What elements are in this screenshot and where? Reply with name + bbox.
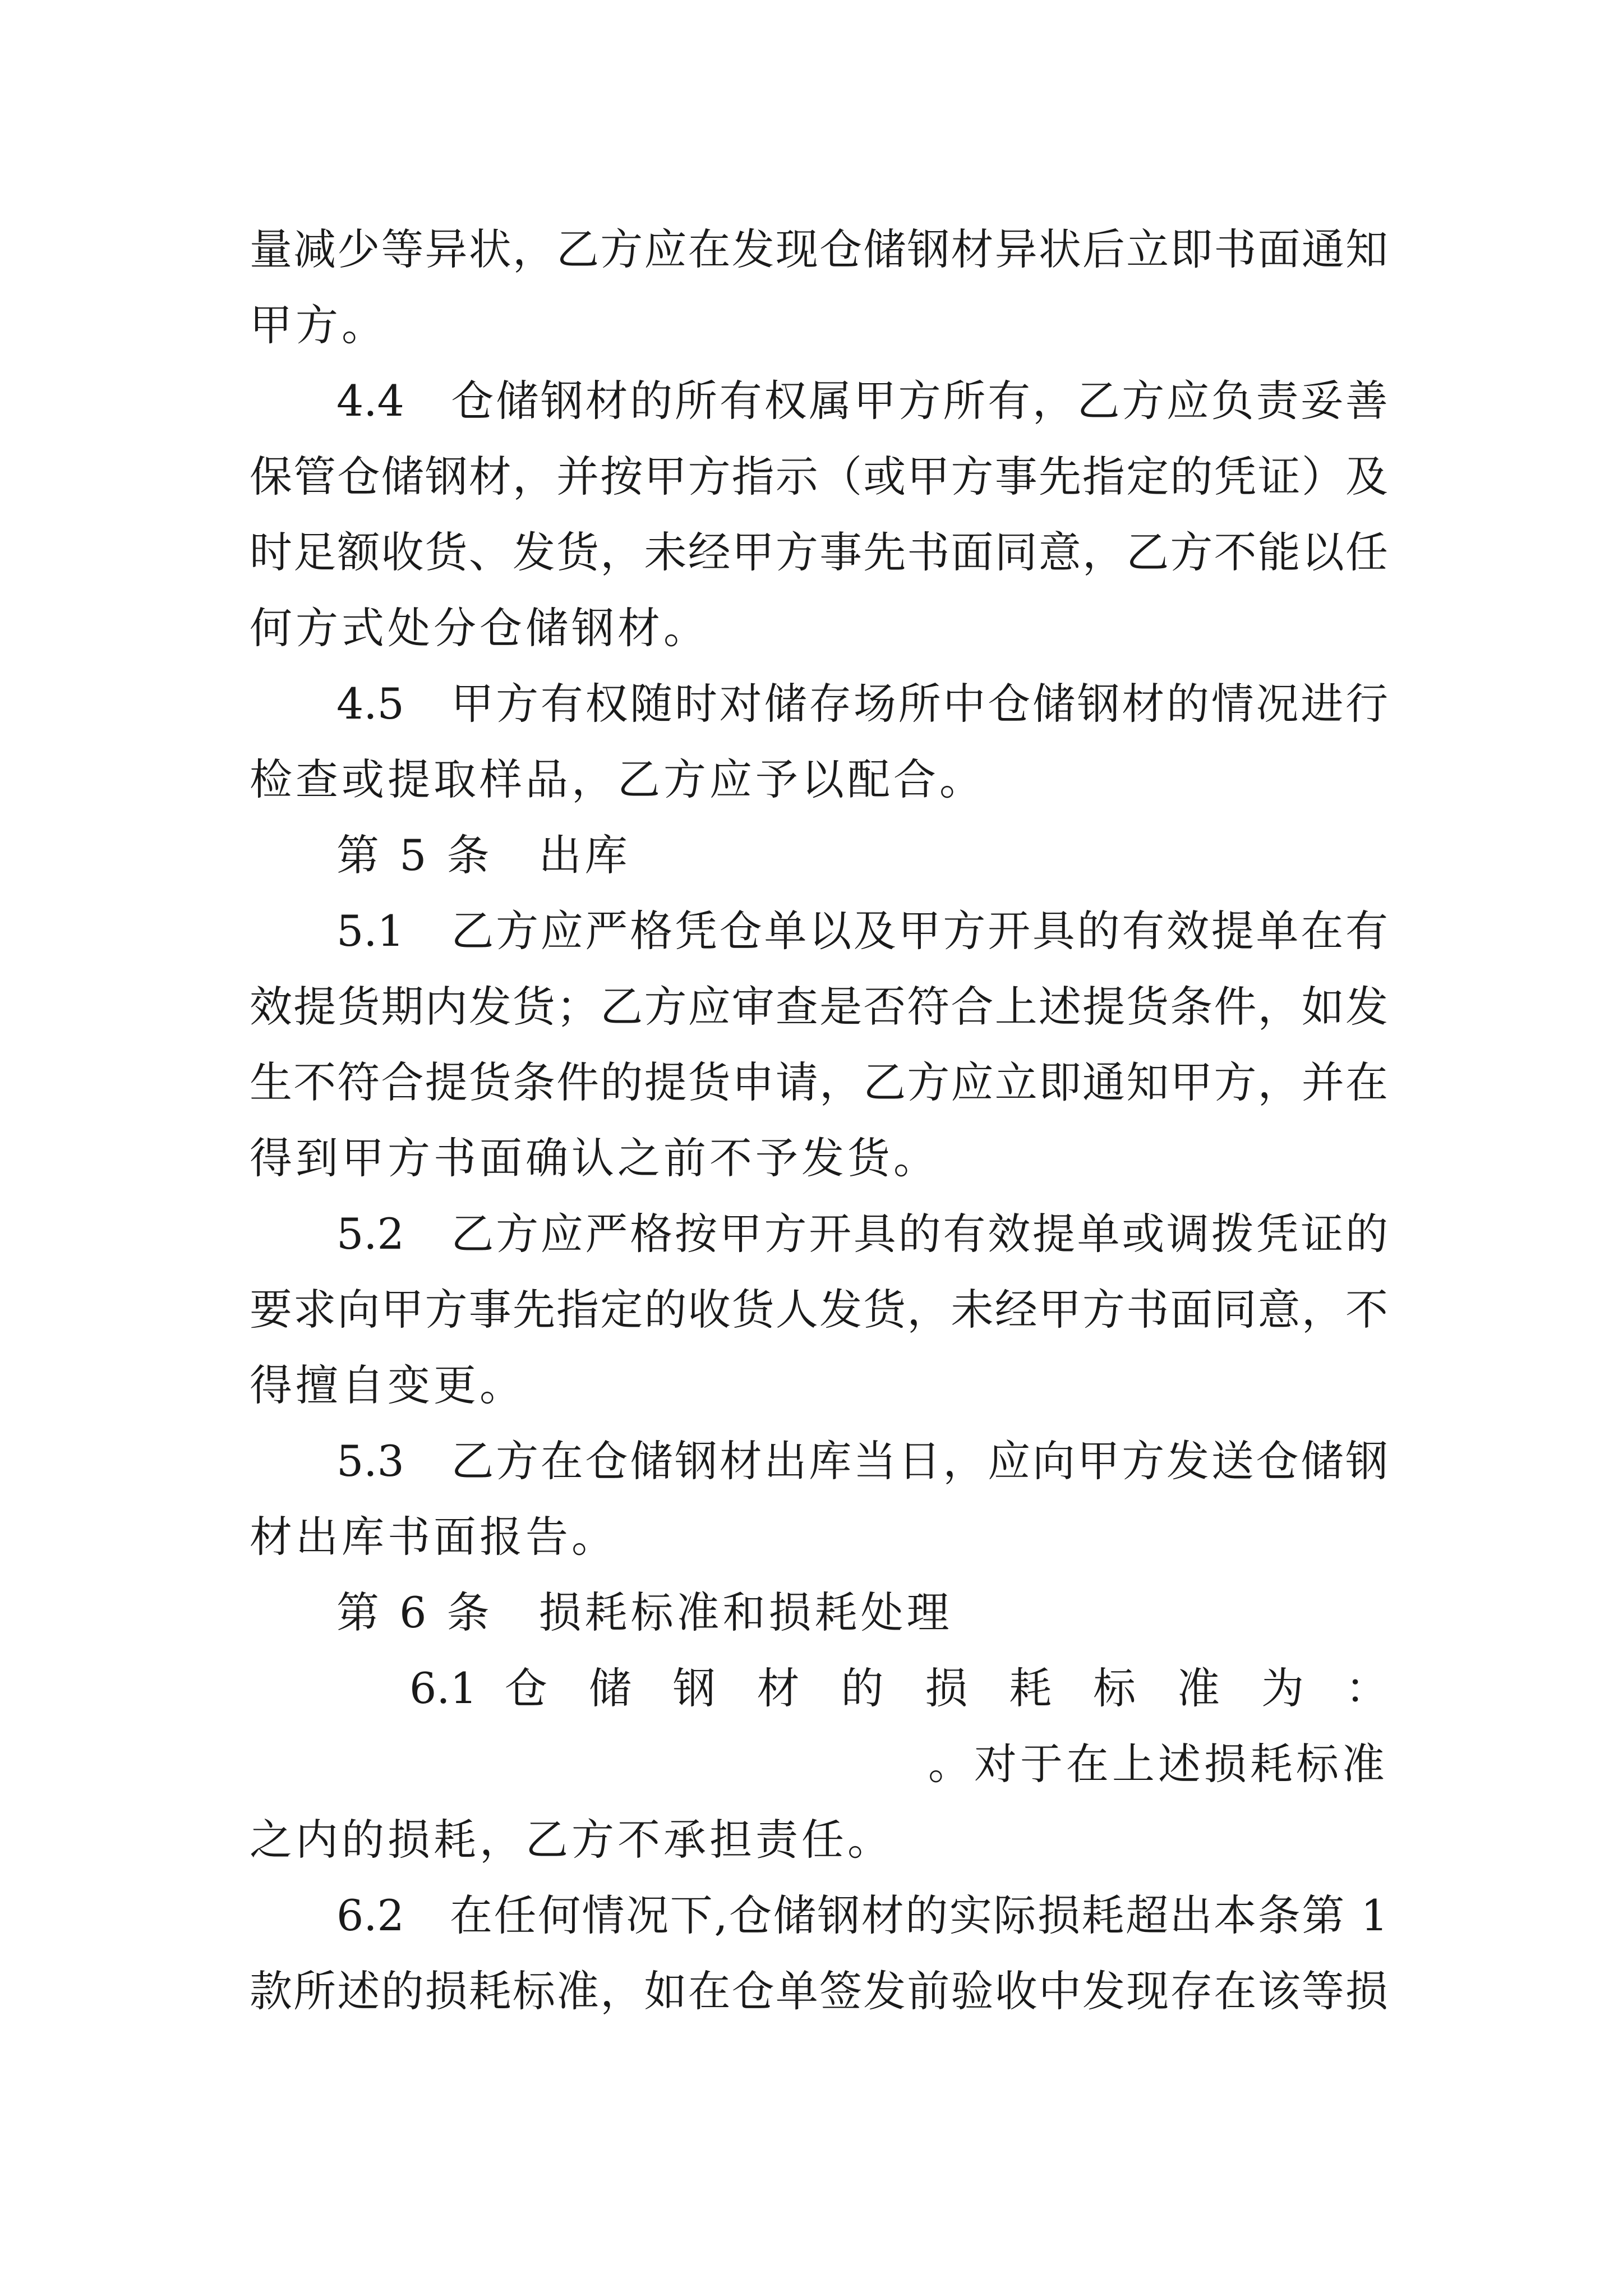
paragraph-line: 甲方。 [250, 300, 388, 350]
clause-5-2-line: 5.2 乙方应严格按甲方开具的有效提单或调拨凭证的 [336, 1209, 1388, 1259]
paragraph-line: 得擅自变更。 [250, 1360, 525, 1410]
clause-5-1-line: 5.1 乙方应严格凭仓单以及甲方开具的有效提单在有 [336, 906, 1388, 956]
clause-5-3-line: 5.3 乙方在仓储钢材出库当日，应向甲方发送仓储钢 [336, 1436, 1388, 1486]
paragraph-line: 要求向甲方事先指定的收货人发货，未经甲方书面同意，不 [250, 1285, 1388, 1335]
article-6-heading: 第 6 条 损耗标准和损耗处理 [336, 1588, 953, 1637]
paragraph-line: 保管仓储钢材，并按甲方指示（或甲方事先指定的凭证）及 [250, 452, 1388, 501]
paragraph-line: 效提货期内发货；乙方应审查是否符合上述提货条件，如发 [250, 982, 1388, 1032]
article-5-heading: 第 5 条 出库 [336, 830, 631, 880]
clause-6-1-line: 6.1 仓 储 钢 材 的 损 耗 标 准 为 ： [409, 1663, 1388, 1713]
paragraph-line: 量减少等异状，乙方应在发现仓储钢材异状后立即书面通知 [250, 224, 1388, 274]
paragraph-line: 时足额收货、发货，未经甲方事先书面同意，乙方不能以任 [250, 527, 1388, 577]
paragraph-line: 。对于在上述损耗标准 [928, 1739, 1388, 1789]
paragraph-line: 得到甲方书面确认之前不予发货。 [250, 1133, 939, 1183]
paragraph-line: 生不符合提货条件的提货申请，乙方应立即通知甲方，并在 [250, 1057, 1388, 1107]
clause-4-4-line: 4.4 仓储钢材的所有权属甲方所有，乙方应负责妥善 [336, 376, 1388, 426]
paragraph-line: 之内的损耗，乙方不承担责任。 [250, 1815, 893, 1865]
paragraph-line: 检查或提取样品，乙方应予以配合。 [250, 754, 985, 804]
clause-6-2-line: 6.2 在任何情况下,仓储钢材的实际损耗超出本条第 1 [336, 1890, 1388, 1940]
paragraph-line: 何方式处分仓储钢材。 [250, 603, 709, 653]
paragraph-line: 款所述的损耗标准，如在仓单签发前验收中发现存在该等损 [250, 1966, 1388, 2016]
clause-4-5-line: 4.5 甲方有权随时对储存场所中仓储钢材的情况进行 [336, 679, 1388, 729]
paragraph-line: 材出库书面报告。 [250, 1512, 617, 1562]
